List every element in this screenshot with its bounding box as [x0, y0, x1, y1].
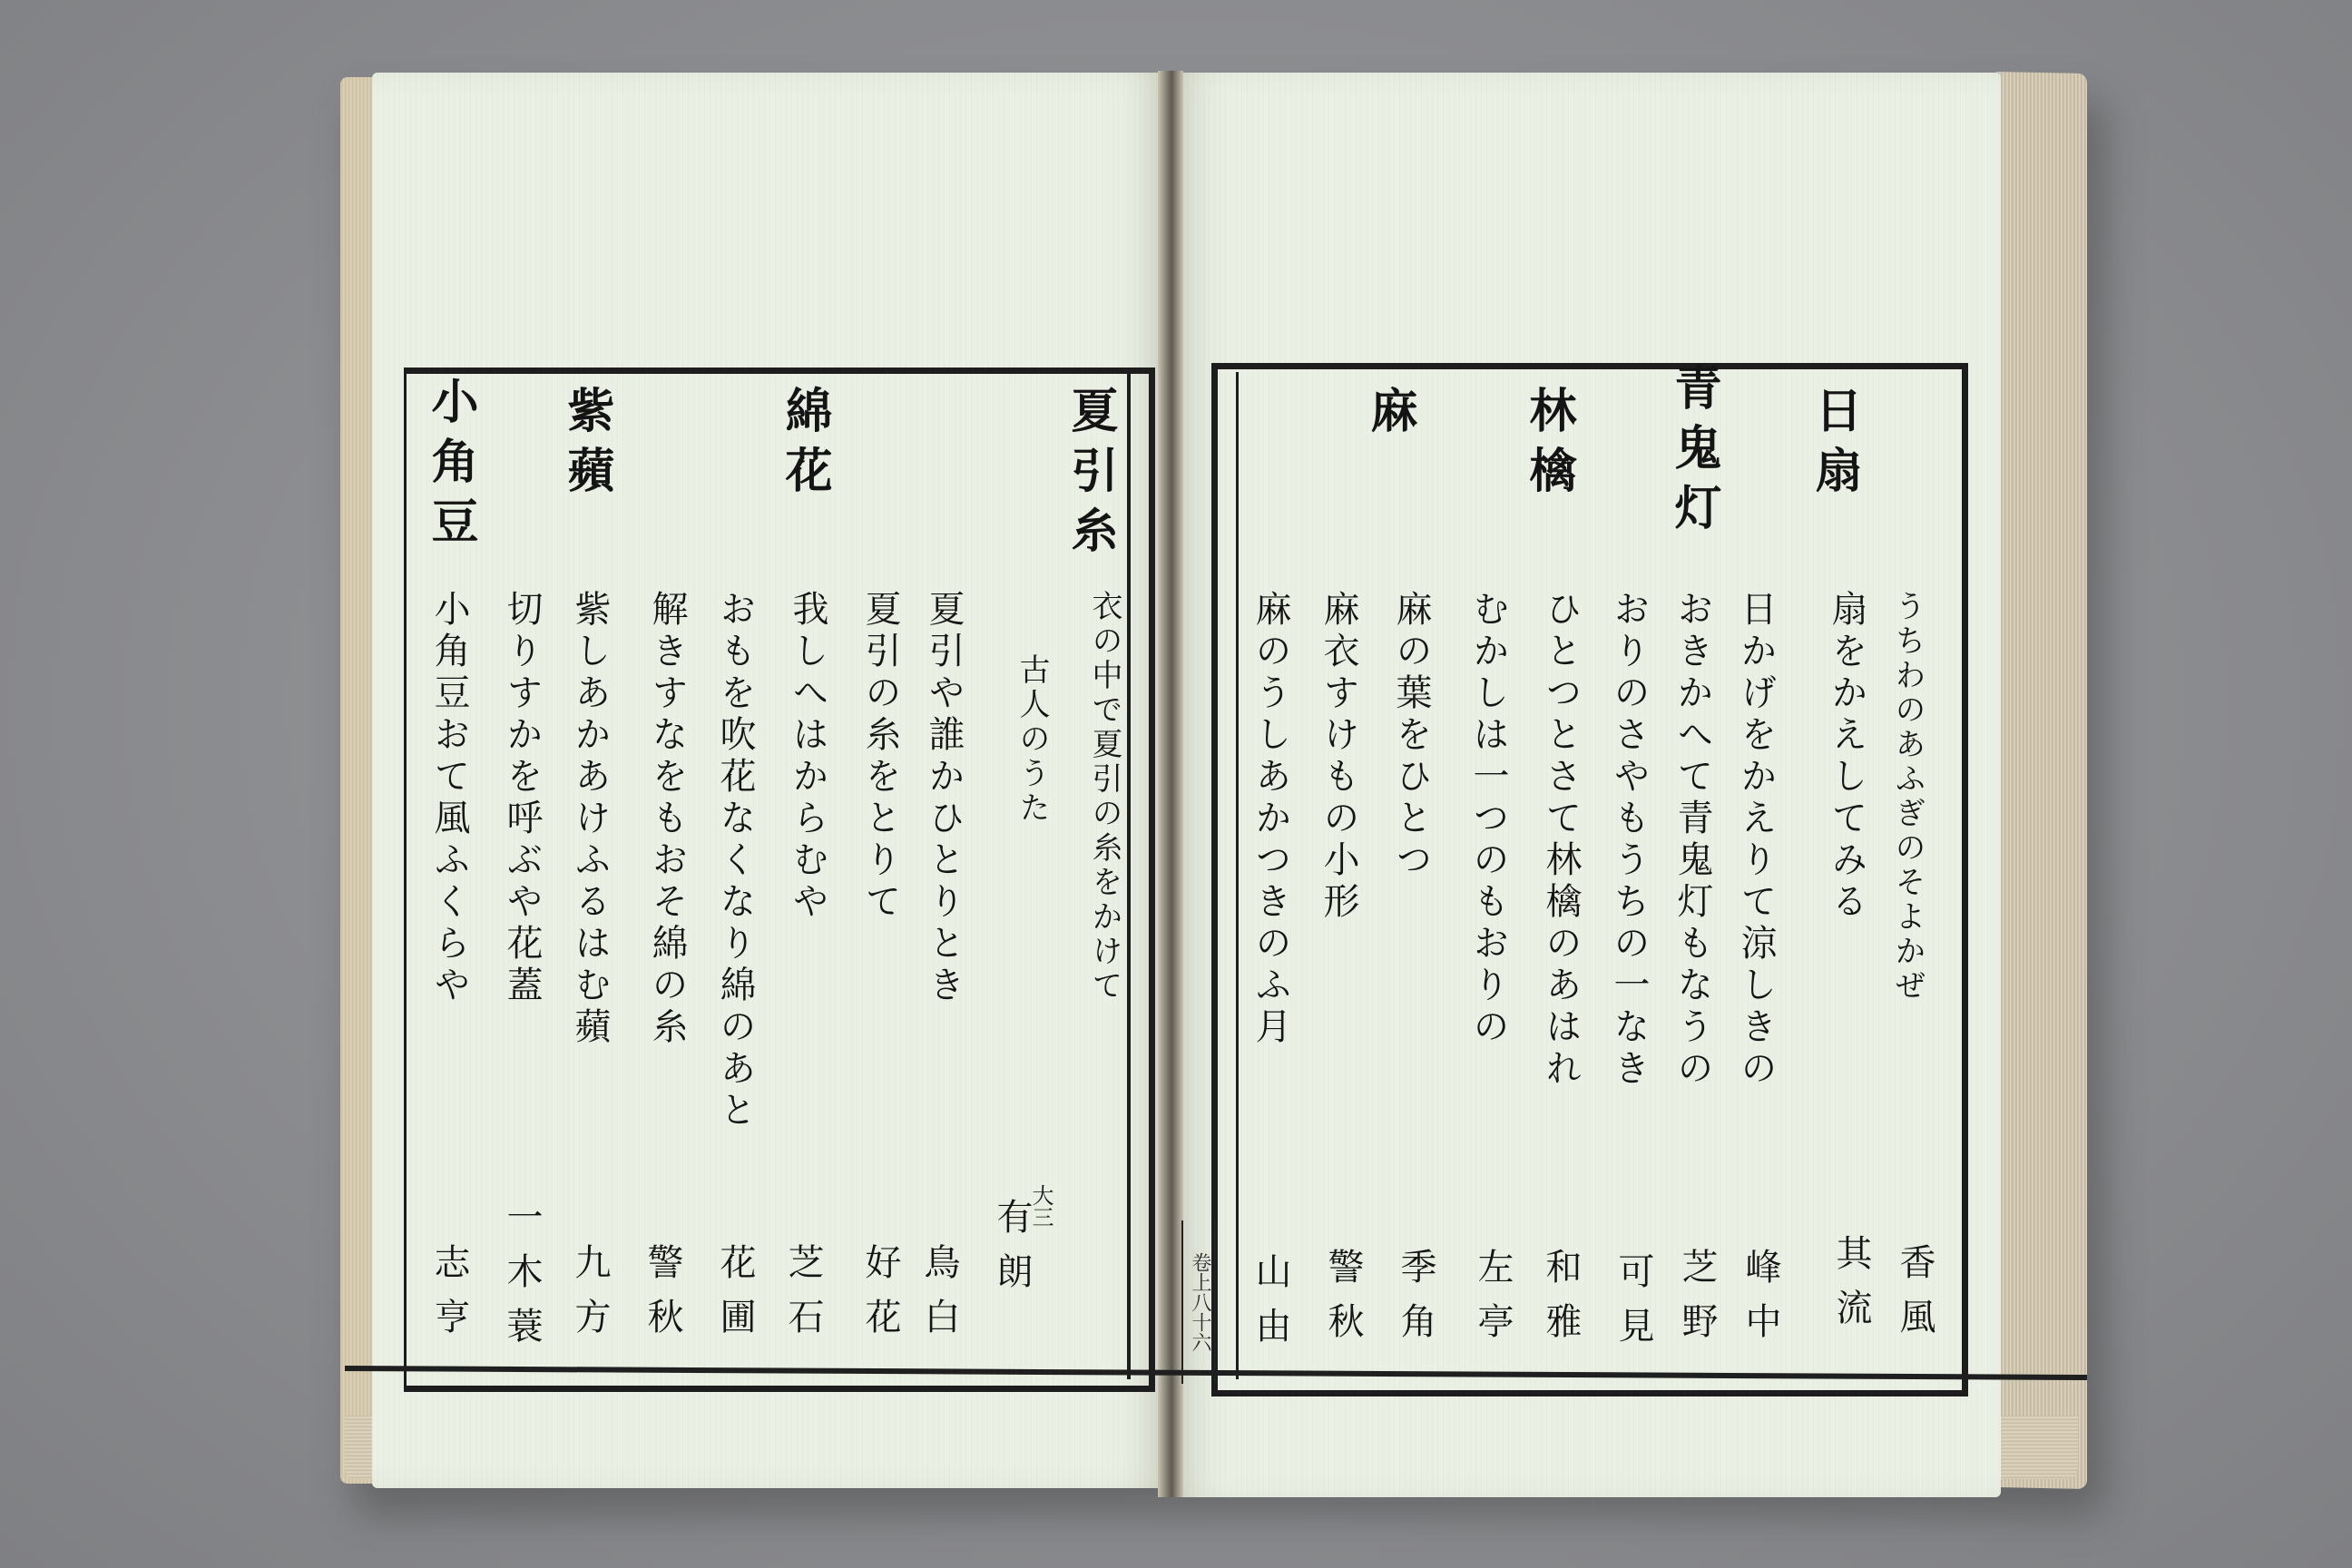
- book-gutter: [1158, 71, 1183, 1497]
- left-author-5: 花圃: [714, 1243, 756, 1352]
- right-line-3: 日かげをかえりて涼しきの: [1735, 590, 1777, 1091]
- left-heading-4: 小角豆: [423, 377, 478, 556]
- left-author-6: 警秋: [642, 1243, 683, 1352]
- folio-number: 卷上八十六: [1181, 1220, 1216, 1384]
- page-edge-right: [1996, 72, 2087, 1489]
- left-line-10: 小角豆おて風ふくらや: [428, 590, 470, 1007]
- right-line-10: 麻のうしあかつきのふ月: [1250, 590, 1291, 1049]
- left-author-3: 好花: [859, 1243, 901, 1352]
- left-author-2: 鳥白: [918, 1243, 960, 1352]
- left-line-6: おもを吹花なくなり綿のあと: [714, 590, 756, 1132]
- right-inner-rule: [1236, 372, 1239, 1379]
- right-author-2: 其流: [1830, 1234, 1872, 1343]
- right-author-5: 可見: [1612, 1252, 1654, 1361]
- left-note-small: 大三: [1028, 1184, 1054, 1228]
- right-line-5: おりのさやもうちの一なき: [1608, 590, 1650, 1091]
- right-heading-3: 林檎: [1521, 386, 1576, 505]
- left-line-7: 解きすなをもおそ綿の糸: [646, 590, 688, 1049]
- right-author-6: 和雅: [1540, 1248, 1582, 1357]
- left-author-8: 一木蓑: [501, 1198, 543, 1361]
- right-author-1: 香風: [1894, 1243, 1936, 1352]
- right-line-2: 扇をかえしてみる: [1826, 590, 1867, 924]
- page-edge-left: [340, 77, 377, 1484]
- right-heading-1: 日扇: [1807, 386, 1862, 505]
- right-author-7: 左亭: [1472, 1248, 1514, 1357]
- left-heading-2: 綿花: [777, 386, 832, 505]
- right-heading-2: 青鬼灯: [1666, 363, 1721, 543]
- right-line-9: 麻衣すけもの小形: [1318, 590, 1359, 924]
- left-author-4: 芝石: [782, 1243, 824, 1352]
- right-line-4: おきかへて青鬼灯もなうの: [1671, 590, 1713, 1091]
- left-line-3: 夏引や誰かひとりとき: [923, 590, 965, 1007]
- right-line-8: 麻の葉をひとつ: [1390, 590, 1432, 882]
- left-heading-1: 夏引糸: [1063, 386, 1118, 565]
- left-author-9: 志亨: [428, 1243, 470, 1352]
- right-line-6: ひとつとさて林檎のあはれ: [1540, 590, 1582, 1091]
- right-author-3: 峰中: [1740, 1248, 1781, 1357]
- right-author-10: 山由: [1250, 1252, 1291, 1361]
- left-inner-rule: [1127, 372, 1131, 1379]
- left-line-4: 夏引の糸をとりて: [859, 590, 901, 924]
- right-heading-4: 麻: [1362, 386, 1417, 446]
- left-line-5: 我しへはからむや: [787, 590, 828, 924]
- right-author-4: 芝野: [1676, 1248, 1718, 1357]
- left-line-2: 古人のうた: [1014, 653, 1050, 826]
- left-heading-3: 紫蘋: [559, 386, 614, 505]
- left-author-1: 有朗: [991, 1198, 1033, 1307]
- right-author-8: 季角: [1395, 1248, 1436, 1357]
- left-author-7: 九方: [569, 1243, 611, 1352]
- left-line-1: 衣の中で夏引の糸をかけて: [1086, 590, 1122, 1004]
- left-line-9: 切りすかを呼ぶや花蓋: [501, 590, 543, 1007]
- left-line-8: 紫しあかあけふるはむ蘋: [569, 590, 611, 1049]
- right-line-1: うちわのあふぎのそよかぜ: [1889, 590, 1926, 1004]
- right-author-9: 警秋: [1322, 1248, 1364, 1357]
- right-line-7: むかしは一つのもおりの: [1467, 590, 1509, 1049]
